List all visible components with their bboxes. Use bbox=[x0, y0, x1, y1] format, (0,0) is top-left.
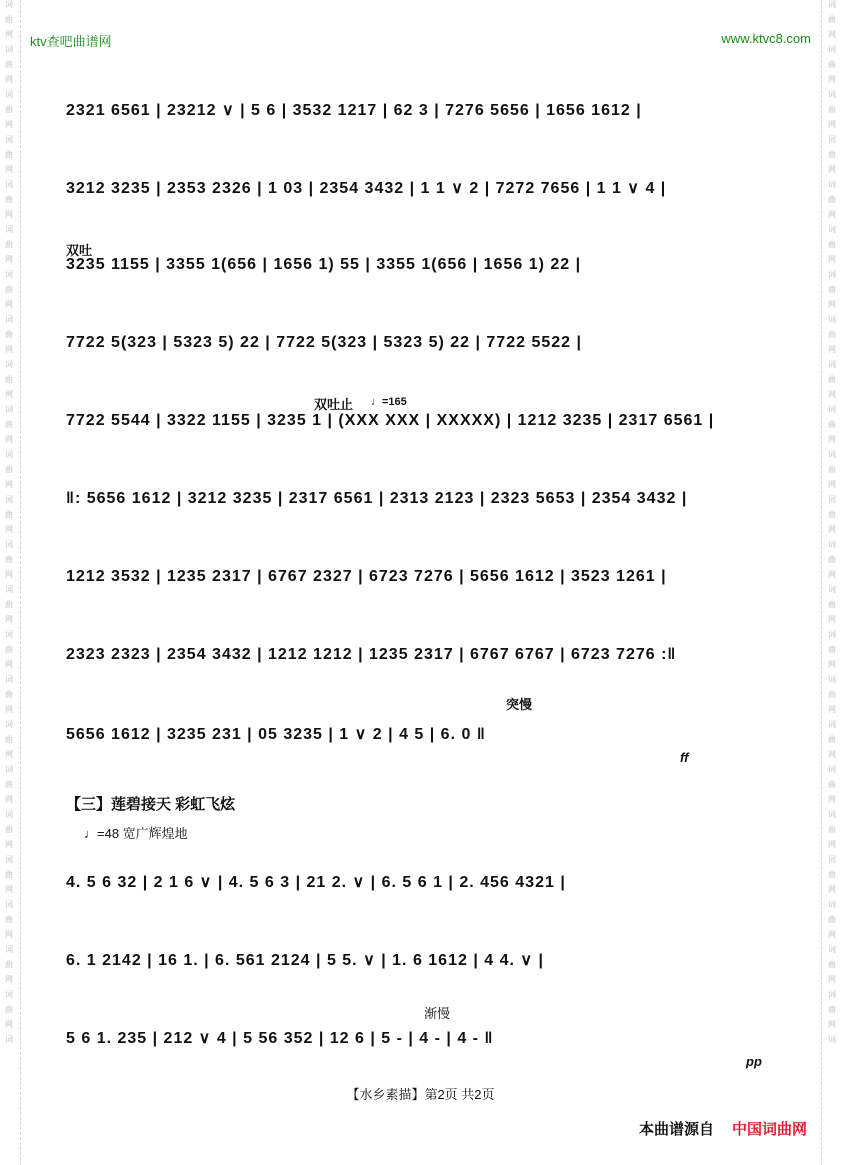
watermark-glyph: 曲 bbox=[828, 465, 836, 474]
watermark-glyph: 网 bbox=[828, 480, 836, 489]
watermark-glyph: 曲 bbox=[828, 1005, 836, 1014]
left-border-line bbox=[20, 0, 21, 1165]
watermark-glyph: 网 bbox=[828, 885, 836, 894]
watermark-glyph: 曲 bbox=[5, 600, 13, 609]
watermark-glyph: 网 bbox=[828, 795, 836, 804]
watermark-glyph: 词 bbox=[828, 0, 836, 9]
watermark-glyph: 网 bbox=[828, 210, 836, 219]
watermark-glyph: 词 bbox=[5, 225, 13, 234]
watermark-glyph: 词 bbox=[828, 585, 836, 594]
watermark-glyph: 曲 bbox=[5, 555, 13, 564]
watermark-glyph: 网 bbox=[828, 525, 836, 534]
watermark-glyph: 网 bbox=[5, 30, 13, 39]
watermark-glyph: 网 bbox=[5, 75, 13, 84]
watermark-glyph: 网 bbox=[828, 1020, 836, 1029]
watermark-glyph: 词 bbox=[5, 990, 13, 999]
watermark-glyph: 网 bbox=[5, 615, 13, 624]
watermark-glyph: 曲 bbox=[5, 645, 13, 654]
score-row: 1212 3532 | 1235 2317 | 6767 2327 | 6723 7276 | 5656 1612 | 3523 1261 | bbox=[66, 568, 667, 585]
watermark-glyph: 曲 bbox=[828, 60, 836, 69]
watermark-glyph: 曲 bbox=[5, 150, 13, 159]
watermark-glyph: 词 bbox=[828, 855, 836, 864]
watermark-glyph: 网 bbox=[828, 75, 836, 84]
watermark-glyph: 词 bbox=[5, 585, 13, 594]
section-title: 【三】莲碧接天 彩虹飞炫 bbox=[66, 796, 236, 813]
annotation-gradual-slow: 渐慢 bbox=[424, 1006, 451, 1021]
watermark-glyph: 网 bbox=[5, 705, 13, 714]
watermark-glyph: 网 bbox=[828, 750, 836, 759]
watermark-glyph: 词 bbox=[5, 135, 13, 144]
watermark-glyph: 曲 bbox=[828, 825, 836, 834]
watermark-glyph: 曲 bbox=[5, 825, 13, 834]
watermark-glyph: 网 bbox=[828, 120, 836, 129]
watermark-glyph: 曲 bbox=[828, 510, 836, 519]
watermark-glyph: 词 bbox=[828, 900, 836, 909]
watermark-strip-right bbox=[823, 0, 841, 1165]
watermark-glyph: 曲 bbox=[828, 15, 836, 24]
watermark-glyph: 词 bbox=[5, 540, 13, 549]
watermark-glyph: 词 bbox=[828, 45, 836, 54]
source-label: 本曲谱源自 bbox=[638, 1121, 714, 1138]
watermark-glyph: 词 bbox=[828, 90, 836, 99]
watermark-glyph: 词 bbox=[5, 0, 13, 9]
watermark-glyph: 曲 bbox=[828, 780, 836, 789]
watermark-glyph: 词 bbox=[5, 630, 13, 639]
watermark-glyph: 网 bbox=[828, 390, 836, 399]
watermark-glyph: 词 bbox=[5, 90, 13, 99]
watermark-glyph: 曲 bbox=[5, 465, 13, 474]
annotation-tempo-165: ♩=165 bbox=[371, 396, 407, 408]
watermark-glyph: 曲 bbox=[828, 690, 836, 699]
score-row: 3212 3235 | 2353 2326 | 1 03 | 2354 3432 | 1 1 ∨ 2 | 7272 7656 | 1 1 ∨ 4 | bbox=[66, 180, 667, 197]
watermark-glyph: 网 bbox=[5, 660, 13, 669]
watermark-glyph: 词 bbox=[828, 135, 836, 144]
watermark-glyph: 曲 bbox=[5, 420, 13, 429]
watermark-glyph: 网 bbox=[5, 840, 13, 849]
watermark-glyph: 词 bbox=[828, 450, 836, 459]
watermark-glyph: 词 bbox=[5, 180, 13, 189]
watermark-glyph: 网 bbox=[5, 165, 13, 174]
dynamic-ff: ff bbox=[680, 750, 689, 765]
watermark-strip-left bbox=[0, 0, 18, 1165]
watermark-glyph: 词 bbox=[828, 495, 836, 504]
watermark-glyph: 曲 bbox=[828, 150, 836, 159]
page-footer: 【水乡素描】第2页 共2页 bbox=[346, 1087, 495, 1102]
watermark-glyph: 词 bbox=[828, 990, 836, 999]
watermark-glyph: 曲 bbox=[5, 690, 13, 699]
watermark-glyph: 曲 bbox=[828, 960, 836, 969]
watermark-glyph: 曲 bbox=[828, 870, 836, 879]
watermark-glyph: 曲 bbox=[5, 60, 13, 69]
watermark-glyph: 网 bbox=[828, 930, 836, 939]
watermark-glyph: 网 bbox=[5, 255, 13, 264]
watermark-glyph: 词 bbox=[5, 450, 13, 459]
watermark-glyph: 词 bbox=[828, 765, 836, 774]
watermark-glyph: 网 bbox=[828, 615, 836, 624]
watermark-glyph: 曲 bbox=[5, 915, 13, 924]
tempo-marking: ♩=48 宽广辉煌地 bbox=[84, 826, 188, 841]
watermark-glyph: 网 bbox=[5, 1020, 13, 1029]
watermark-glyph: 词 bbox=[5, 675, 13, 684]
watermark-glyph: 曲 bbox=[5, 195, 13, 204]
annotation-double-tongue: 双吐 bbox=[66, 243, 93, 258]
watermark-glyph: 网 bbox=[5, 975, 13, 984]
watermark-glyph: 网 bbox=[828, 975, 836, 984]
watermark-glyph: 词 bbox=[5, 1035, 13, 1044]
watermark-glyph: 词 bbox=[828, 945, 836, 954]
score-row: 2321 6561 | 23212 ∨ | 5 6 | 3532 1217 | 62 3 | 7276 5656 | 1656 1612 | bbox=[66, 102, 642, 119]
dynamic-pp: pp bbox=[746, 1054, 762, 1069]
watermark-glyph: 网 bbox=[828, 345, 836, 354]
watermark-glyph: 曲 bbox=[828, 285, 836, 294]
watermark-glyph: 词 bbox=[828, 315, 836, 324]
watermark-glyph: 曲 bbox=[5, 735, 13, 744]
watermark-glyph: 曲 bbox=[5, 780, 13, 789]
watermark-glyph: 词 bbox=[5, 315, 13, 324]
watermark-glyph: 网 bbox=[5, 525, 13, 534]
score-row: 5 6 1. 235 | 212 ∨ 4 | 5 56 352 | 12 6 | 5 - | 4 - | 4 - ‖ bbox=[66, 1030, 494, 1047]
watermark-glyph: 网 bbox=[5, 120, 13, 129]
watermark-glyph: 词 bbox=[5, 900, 13, 909]
watermark-glyph: 词 bbox=[828, 225, 836, 234]
watermark-glyph: 词 bbox=[5, 945, 13, 954]
watermark-glyph: 曲 bbox=[828, 375, 836, 384]
header-site-url: www.ktvc8.com bbox=[721, 31, 811, 46]
score-row: 7722 5(323 | 5323 5) 22 | 7722 5(323 | 5323 5) 22 | 7722 5522 | bbox=[66, 334, 582, 351]
annotation-sudden-slow: 突慢 bbox=[506, 697, 533, 712]
watermark-glyph: 词 bbox=[5, 360, 13, 369]
score-row: 6. 1 2142 | 16 1. | 6. 561 2124 | 5 5. ∨ | 1. 6 1612 | 4 4. ∨ | bbox=[66, 952, 545, 969]
watermark-glyph: 曲 bbox=[5, 1005, 13, 1014]
watermark-glyph: 曲 bbox=[828, 240, 836, 249]
watermark-glyph: 词 bbox=[828, 540, 836, 549]
score-row: ‖: 5656 1612 | 3212 3235 | 2317 6561 | 2313 2123 | 2323 5653 | 2354 3432 | bbox=[66, 490, 688, 507]
watermark-glyph: 网 bbox=[5, 435, 13, 444]
watermark-glyph: 网 bbox=[5, 210, 13, 219]
watermark-glyph: 词 bbox=[828, 180, 836, 189]
watermark-glyph: 曲 bbox=[5, 330, 13, 339]
score-row: 5656 1612 | 3235 231 | 05 3235 | 1 ∨ 2 | 4 5 | 6. 0 ‖ bbox=[66, 726, 486, 743]
score-row: 7722 5544 | 3322 1155 | 3235 1 | (XXX XXX | XXXXX) | 1212 3235 | 2317 6561 | bbox=[66, 412, 715, 429]
watermark-glyph: 曲 bbox=[828, 330, 836, 339]
watermark-glyph: 网 bbox=[828, 165, 836, 174]
watermark-glyph: 网 bbox=[5, 390, 13, 399]
watermark-glyph: 词 bbox=[5, 405, 13, 414]
watermark-glyph: 曲 bbox=[828, 645, 836, 654]
watermark-glyph: 网 bbox=[5, 570, 13, 579]
watermark-glyph: 曲 bbox=[5, 510, 13, 519]
score-row: 2323 2323 | 2354 3432 | 1212 1212 | 1235 2317 | 6767 6767 | 6723 7276 :‖ bbox=[66, 646, 677, 663]
watermark-glyph: 曲 bbox=[828, 915, 836, 924]
watermark-glyph: 曲 bbox=[5, 15, 13, 24]
watermark-glyph: 词 bbox=[5, 855, 13, 864]
watermark-glyph: 网 bbox=[828, 840, 836, 849]
watermark-glyph: 词 bbox=[828, 810, 836, 819]
watermark-glyph: 网 bbox=[828, 255, 836, 264]
score-row: 4. 5 6 32 | 2 1 6 ∨ | 4. 5 6 3 | 21 2. ∨ | 6. 5 6 1 | 2. 456 4321 | bbox=[66, 874, 566, 891]
annotation-double-tongue-stop: 双吐止 bbox=[314, 397, 354, 412]
watermark-glyph: 曲 bbox=[5, 960, 13, 969]
watermark-glyph: 词 bbox=[5, 270, 13, 279]
watermark-glyph: 网 bbox=[5, 885, 13, 894]
right-border-line bbox=[821, 0, 822, 1165]
watermark-glyph: 曲 bbox=[828, 105, 836, 114]
watermark-glyph: 曲 bbox=[828, 420, 836, 429]
watermark-glyph: 曲 bbox=[5, 240, 13, 249]
watermark-glyph: 词 bbox=[828, 675, 836, 684]
source-credit bbox=[639, 1118, 807, 1139]
watermark-glyph: 词 bbox=[828, 405, 836, 414]
watermark-glyph: 词 bbox=[5, 810, 13, 819]
watermark-glyph: 曲 bbox=[5, 105, 13, 114]
watermark-glyph: 词 bbox=[828, 270, 836, 279]
watermark-glyph: 词 bbox=[5, 495, 13, 504]
watermark-glyph: 网 bbox=[828, 705, 836, 714]
watermark-glyph: 词 bbox=[5, 45, 13, 54]
header-site-name: ktv查吧曲谱网 bbox=[30, 34, 112, 49]
watermark-glyph: 词 bbox=[828, 1035, 836, 1044]
watermark-glyph: 曲 bbox=[5, 375, 13, 384]
watermark-glyph: 网 bbox=[828, 570, 836, 579]
watermark-glyph: 网 bbox=[828, 660, 836, 669]
watermark-glyph: 网 bbox=[828, 30, 836, 39]
watermark-glyph: 网 bbox=[5, 345, 13, 354]
watermark-glyph: 网 bbox=[5, 930, 13, 939]
source-name: 中国词曲网 bbox=[731, 1121, 807, 1138]
watermark-glyph: 网 bbox=[5, 300, 13, 309]
watermark-glyph: 词 bbox=[828, 360, 836, 369]
watermark-glyph: 曲 bbox=[5, 285, 13, 294]
watermark-glyph: 曲 bbox=[5, 870, 13, 879]
score-row: 3235 1155 | 3355 1(656 | 1656 1) 55 | 3355 1(656 | 1656 1) 22 | bbox=[66, 256, 582, 273]
watermark-glyph: 曲 bbox=[828, 735, 836, 744]
watermark-glyph: 曲 bbox=[828, 195, 836, 204]
watermark-glyph: 网 bbox=[5, 750, 13, 759]
watermark-glyph: 曲 bbox=[828, 600, 836, 609]
watermark-glyph: 词 bbox=[828, 720, 836, 729]
watermark-glyph: 词 bbox=[5, 720, 13, 729]
watermark-glyph: 词 bbox=[5, 765, 13, 774]
watermark-glyph: 网 bbox=[5, 795, 13, 804]
watermark-glyph: 网 bbox=[828, 300, 836, 309]
watermark-glyph: 网 bbox=[5, 480, 13, 489]
watermark-glyph: 词 bbox=[828, 630, 836, 639]
watermark-glyph: 曲 bbox=[828, 555, 836, 564]
watermark-glyph: 网 bbox=[828, 435, 836, 444]
